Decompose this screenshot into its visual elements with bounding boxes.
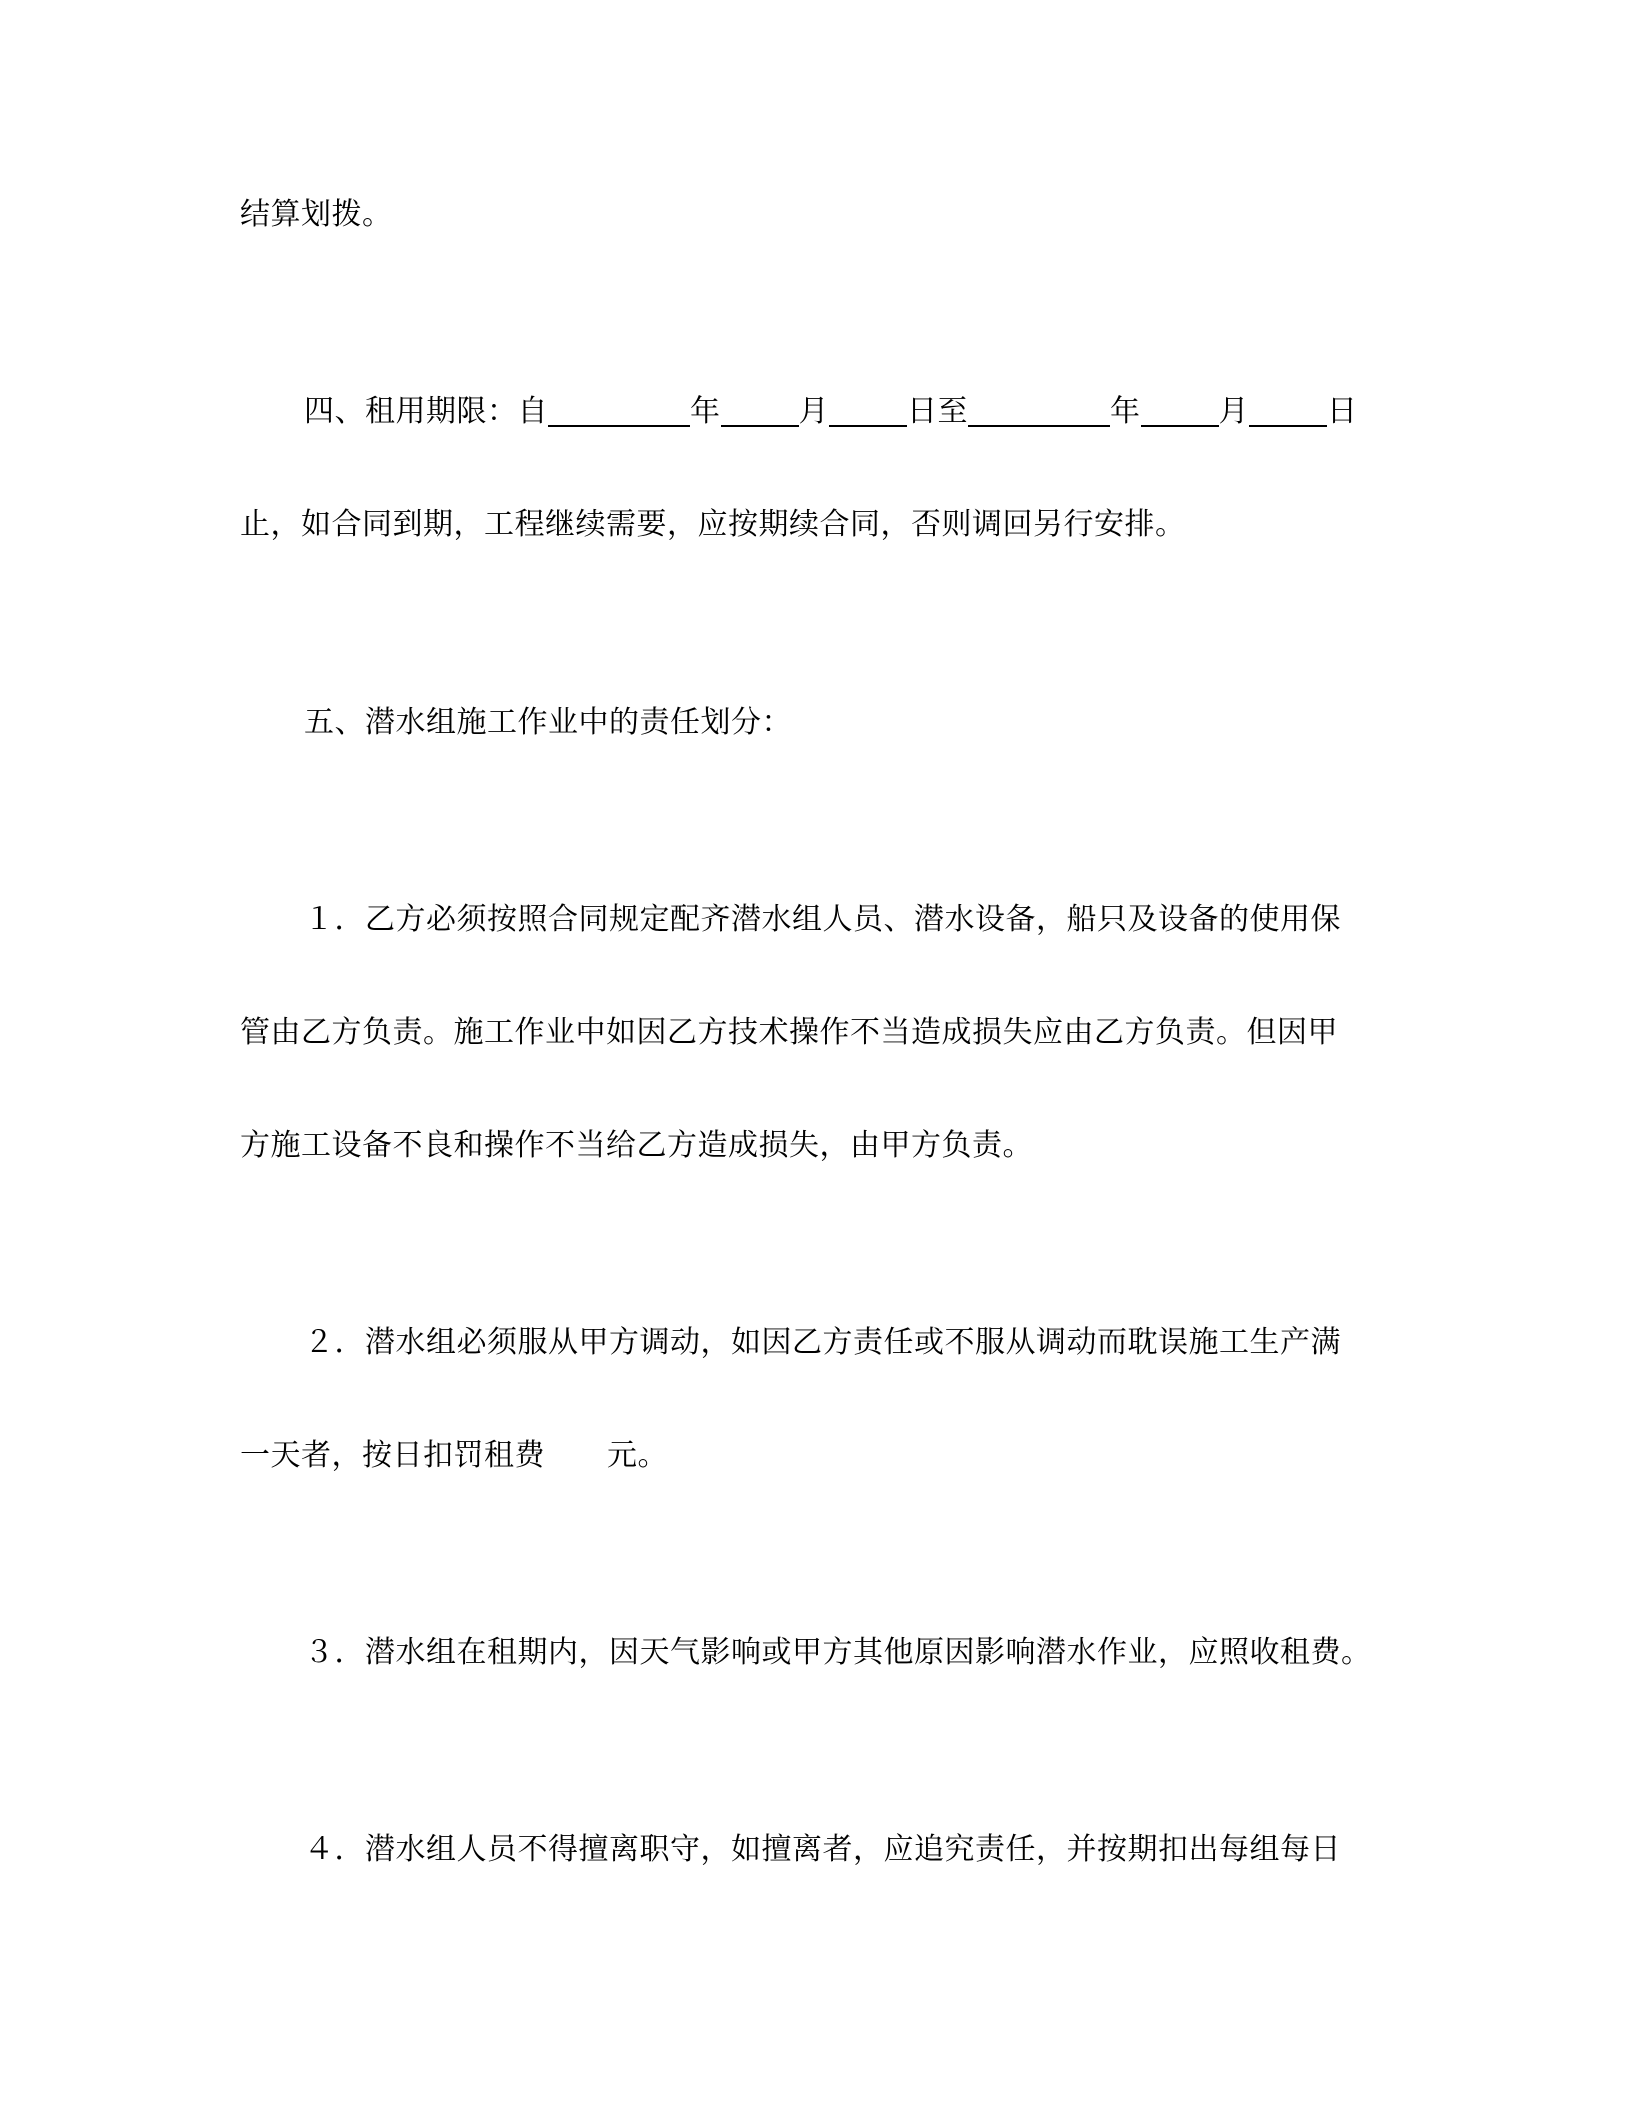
blank-start-year <box>548 395 690 427</box>
text-line <box>304 1633 1454 1673</box>
text-contract-renewal: 止，如合同到期，工程继续需要，应按期续合同，否则调回另行安排。 <box>240 507 1186 542</box>
clause-2-line-1: ２．潜水组必须服从甲方调动，如因乙方责任或不服从调动而耽误施工生产满 <box>304 1325 1341 1360</box>
blank-end-month <box>1141 395 1219 427</box>
blank-end-year <box>968 395 1110 427</box>
text-line <box>304 1830 1454 1870</box>
text-line <box>240 195 1390 235</box>
clause-1-line-3: 方施工设备不良和操作不当给乙方造成损失，由甲方负责。 <box>240 1128 1033 1163</box>
clause-2-line-2: 一天者，按日扣罚租费 <box>240 1438 545 1473</box>
text-line <box>240 1013 1390 1053</box>
clause-1-line-1: １．乙方必须按照合同规定配齐潜水组人员、潜水设备，船只及设备的使用保 <box>304 902 1341 937</box>
section-heading-responsibility: 五、潜水组施工作业中的责任划分： <box>304 705 792 740</box>
text-month: 月 <box>798 394 829 429</box>
text-line-lease-term <box>304 392 1454 432</box>
blank-start-day <box>829 395 907 427</box>
text-year-2: 年 <box>1110 394 1141 429</box>
text-year: 年 <box>690 394 721 429</box>
text-line <box>304 1323 1454 1363</box>
clause-3-line-1: ３．潜水组在租期内，因天气影响或甲方其他原因影响潜水作业，应照收租费。 <box>304 1635 1372 1670</box>
blank-start-month <box>721 395 799 427</box>
text-line <box>304 703 1454 743</box>
text-settlement: 结算划拨。 <box>240 197 393 232</box>
text-day-end: 日 <box>1327 394 1358 429</box>
text-month-2: 月 <box>1218 394 1249 429</box>
text-yuan: 元。 <box>607 1438 668 1473</box>
text-line <box>304 900 1454 940</box>
text-line <box>240 1436 1390 1476</box>
clause-1-line-2: 管由乙方负责。施工作业中如因乙方技术操作不当造成损失应由乙方负责。但因甲 <box>240 1015 1338 1050</box>
text-line <box>240 505 1390 545</box>
blank-end-day <box>1249 395 1327 427</box>
text-day-to: 日至 <box>907 394 968 429</box>
text-line <box>240 1126 1390 1166</box>
clause-4-line-1: ４．潜水组人员不得擅离职守，如擅离者，应追究责任，并按期扣出每组每日 <box>304 1832 1341 1867</box>
text-lease-term-label: 四、租用期限：自 <box>304 394 548 429</box>
